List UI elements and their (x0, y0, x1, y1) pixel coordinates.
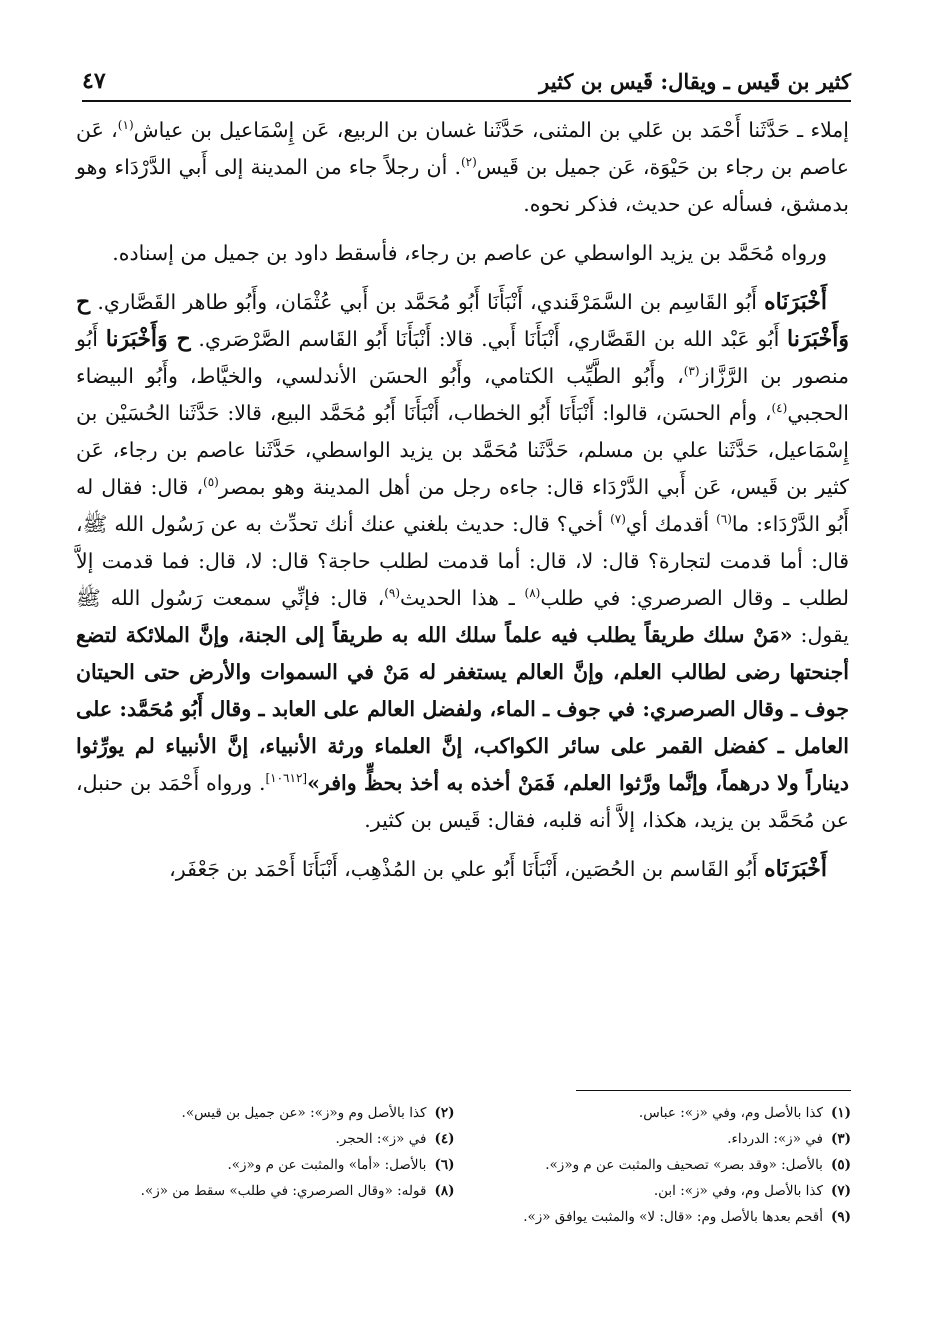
text-run: ، وأَبُو الطَّيِّب الكتامي، وأَبُو الحسَن الأندلسي، والخيَّاط، وأَبُو البيضاء الحجبي (76, 364, 849, 425)
footnote-text: كذا بالأصل وم، وفي «ز»: ابن. (653, 1183, 823, 1199)
footnote-divider (576, 1090, 851, 1091)
chain-keyword: ح وَأَخْبَرَنا (76, 289, 849, 352)
footnote-number: (١) (830, 1105, 851, 1121)
footnote-marker: (١) (117, 118, 134, 133)
text-run: ، قال: فإنِّي سمعت رَسُول الله ﷺ يقول: (76, 586, 850, 647)
footnote-number: (٤) (434, 1131, 455, 1147)
running-title: كثير بن قَيس ـ ويقال: قَيس بن كثير (539, 69, 851, 94)
text-run: ، عَن عاصم بن رجاء بن حَيْوَة، عَن جميل بن قَيس (76, 118, 849, 179)
footnote-text: في «ز»: الحجر. (335, 1131, 427, 1147)
chain-keyword: أَخْبَرَنَاه (764, 289, 827, 315)
footnote-text: كذا بالأصل وم و«ز»: «عن جميل بن قيس». (181, 1105, 427, 1121)
text-run: إملاء ـ حَدَّثَنا أَحْمَد بن عَلي بن المثنى، حَدَّثَنا غسان بن الربيع، عَن إِسْمَاعيل بن عياش (133, 118, 849, 142)
footnote-marker: (٤) (771, 401, 788, 416)
text-run: ، وأم الحسَن، قالوا: أَنْبَأَنَا أَبُو الخطاب، أَنْبَأَنَا أَبُو مُحَمَّد البيع، قالا: حَدَّثَنا الحُسَيْن بن إِسْمَاعيل، حَدَّثَنا علي بن مسلم، حَدَّثَنا مُحَمَّد بن يزيد الواسطي، حَدَّثَنا عاصم بن رجاء، عَن كثير بن قَيس، عَن أَبي الدَّرْدَاء قال: جاءه رجل من أهل المدينة وهو بمصر (76, 401, 849, 499)
footnote-item (473, 1153, 852, 1177)
footnote-text: بالأصل: «وقد بصر» تصحيف والمثبت عن م و«ز». (545, 1157, 823, 1173)
footnote-marker: (٧) (610, 512, 626, 527)
text-run: أَبُو القَاسم بن الحُصَين، أَنْبَأَنَا أَبُو علي بن المُذْهِب، أَنْبَأَنَا أَحْمَد بن جَعْفَر، (169, 857, 765, 881)
footnote-number: (٥) (830, 1157, 851, 1173)
footnote-number: (٣) (830, 1131, 851, 1147)
paragraph (76, 284, 849, 839)
footnote-item (76, 1205, 851, 1229)
text-run: . ورواه أَحْمَد بن حنبل، عن مُحَمَّد بن يزيد، هكذا، إلاَّ أنه قلبه، فقال: قَيس بن كثير. (76, 771, 849, 832)
paragraph (76, 235, 849, 272)
footnote-item (473, 1127, 852, 1151)
footnote-text: كذا بالأصل وم، وفي «ز»: عباس. (638, 1105, 823, 1121)
paragraph (76, 851, 849, 888)
footnote-item (76, 1101, 455, 1125)
footnote-number: (٢) (434, 1105, 455, 1121)
footnote-marker: [١٠٦١٢] (265, 771, 308, 786)
footnotes (76, 1090, 851, 1229)
hadith-text: «مَنْ سلك طريقاً يطلب فيه علماً سلك الله به طريقاً إلى الجنة، وإنَّ الملائكة لتضع أجنحتها رضى لطالب العلم، وإنَّ العالم يستغفر له مَنْ في السموات والأرض حتى الحيتان جوف ـ وقال الصرصري: في جوف ـ الماء، ولفضل العالم على العابد ـ وقال أَبُو مُحَمَّد: على العامل ـ كفضل القمر على سائر الكواكب، إنَّ العلماء ورثة الأنبياء، إنَّ الأنبياء لم يورِّثوا ديناراً ولا درهماً، وإنَّما ورَّثوا العلم، فَمَنْ أخذه به أخذ بحظٍّ وافر» (76, 623, 849, 795)
text-run: أَبُو عَبْد الله بن القَصَّاري، أَنْبَأَنَا أَبي. قالا: أَنْبَأَنَا أَبُو القَاسم الصَّرْصَري. (190, 327, 788, 351)
page-header (82, 62, 851, 102)
text-run: أقدمك أي (625, 512, 717, 536)
footnote-marker: (٢) (460, 155, 477, 170)
footnote-text: بالأصل: «أما» والمثبت عن م و«ز». (227, 1157, 427, 1173)
footnote-marker: (٣) (683, 364, 700, 379)
footnote-text: في «ز»: الدرداء. (727, 1131, 823, 1147)
footnote-marker: (٨) (524, 586, 541, 601)
footnote-item (76, 1127, 455, 1151)
chain-keyword: ح وَأَخْبَرَنا (105, 326, 191, 352)
footnote-item (473, 1179, 852, 1203)
text-run: . أن رجلاً جاء من المدينة إلى أَبي الدَّرْدَاء وهو بدمشق، فسأله عن حديث، فذكر نحوه. (76, 155, 849, 216)
footnote-marker: (٥) (203, 475, 219, 490)
footnote-text: أقحم بعدها بالأصل وم: «قال: لا» والمثبت يوافق «ز». (523, 1209, 823, 1225)
footnote-list (76, 1101, 851, 1229)
main-text (76, 112, 849, 888)
footnote-text: قوله: «وقال الصرصري: في طلب» سقط من «ز». (140, 1183, 427, 1199)
footnote-item (473, 1101, 852, 1125)
footnote-item (76, 1179, 455, 1203)
footnote-marker: (٩) (384, 586, 401, 601)
text-run: أَبُو منصور بن الرَّزَّاز (76, 327, 850, 388)
footnote-number: (٨) (434, 1183, 455, 1199)
footnote-item (76, 1153, 455, 1177)
footnote-number: (٩) (830, 1209, 851, 1225)
text-run: ـ هذا الحديث (400, 586, 525, 610)
text-run: أَبُو القَاسِم بن السَّمَرْقَندي، أَنْبَأَنَا أَبُو مُحَمَّد بن أَبي عُثْمَان، وأَبُو طاهر القَصَّاري. (90, 290, 765, 314)
text-run: أخي؟ قال: حديث بلغني عنك أنك تحدِّث به عن رَسُول الله ﷺ، قال: أما قدمت لتجارة؟ قال: لا، قال: أما قدمت لطلب حاجة؟ قال: لا، قال: فما قدمت إلاَّ لطلب ـ وقال الصرصري: في طلب (76, 512, 849, 610)
text-run: ، قال: فقال له أَبُو الدَّرْدَاء: ما (76, 475, 849, 536)
footnote-number: (٦) (434, 1157, 455, 1173)
footnote-marker: (٦) (716, 512, 732, 527)
footnote-number: (٧) (830, 1183, 851, 1199)
page-number: ٤٧ (82, 68, 106, 94)
paragraph (76, 112, 849, 223)
text-run: ورواه مُحَمَّد بن يزيد الواسطي عن عاصم بن رجاء، فأسقط داود بن جميل من إسناده. (112, 241, 827, 265)
chain-keyword: أَخْبَرَنَاه (764, 856, 827, 882)
